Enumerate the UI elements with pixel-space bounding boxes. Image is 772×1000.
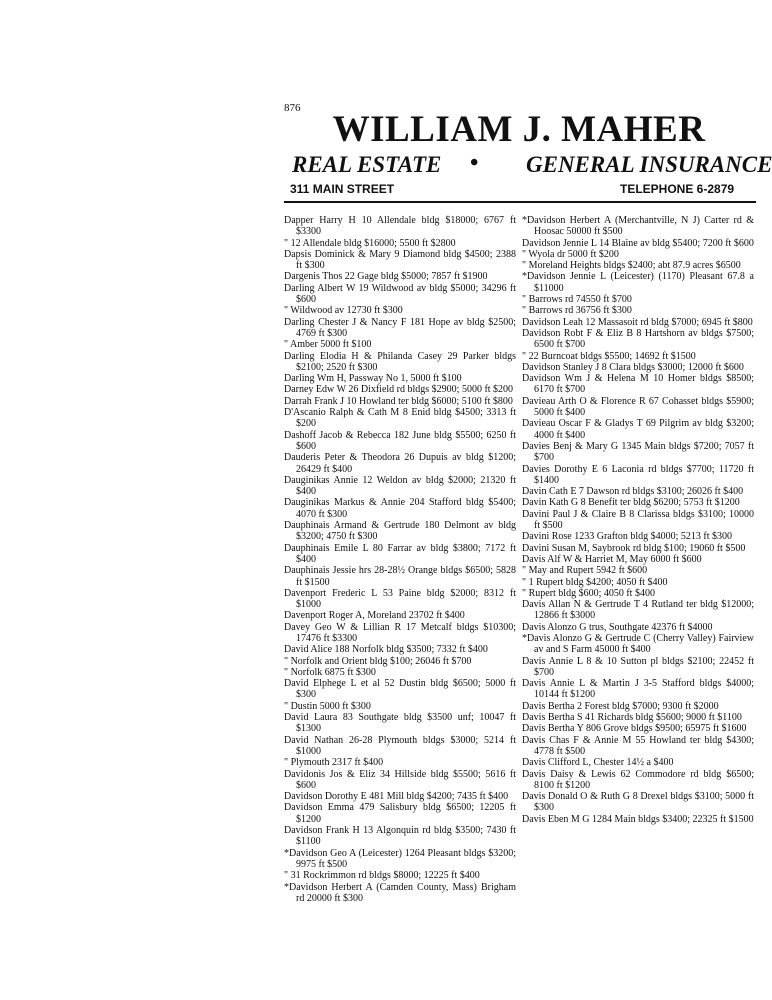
directory-entry: Davidson Dorothy E 481 Mill bldg $4200; 7435 ft $400	[284, 791, 509, 803]
directory-entry: Davis Annie L & Martin J 3-5 Stafford bldgs $4000; 10144 ft $1200	[522, 678, 754, 701]
banner-bullet: •	[470, 150, 479, 176]
directory-entry: Davin Cath E 7 Dawson rd bldgs $3100; 26026 ft $400	[522, 486, 744, 498]
directory-entry: Darling Chester J & Nancy F 181 Hope av bldg $2500; 4769 ft $300	[284, 316, 516, 339]
banner-real-estate: REAL ESTATE	[292, 152, 442, 177]
directory-entry: " Rupert bldg $600; 4050 ft $400	[522, 587, 655, 599]
directory-entry: *Davidson Jennie L (Leicester) (1170) Pleasant 67.8 a $11000	[522, 271, 754, 294]
directory-entry: Davis Clifford L, Chester 14½ a $400	[522, 757, 674, 769]
directory-entry: Davis Bertha Y 806 Grove bldgs $9500; 65975 ft $1600	[522, 723, 747, 735]
directory-entry: " Barrows rd 74550 ft $700	[522, 294, 632, 306]
directory-entry: Davis Alf W & Harriet M, May 6000 ft $600	[522, 553, 702, 565]
directory-entry: Dauginikas Annie 12 Weldon av bldg $2000; 21320 ft $400	[284, 474, 516, 498]
page-number: 876	[284, 102, 301, 114]
directory-entry: " May and Rupert 5942 ft $600	[522, 565, 648, 577]
directory-entry: Davis Alonzo G trus, Southgate 42376 ft $4000	[522, 621, 713, 633]
directory-entry: Davis Annie L 8 & 10 Sutton pl bldgs $2100; 22452 ft $700	[522, 655, 754, 678]
directory-entry: Davini Paul J & Claire B 8 Clarissa bldgs $3100; 10000 ft $500	[522, 508, 754, 532]
directory-entry: David Alice 188 Norfolk bldg $3500; 7332 ft $400	[284, 644, 488, 656]
directory-entry: David Laura 83 Southgate bldg $3500 unf; 10047 ft $1300	[284, 712, 516, 735]
directory-entry: " Amber 5000 ft $100	[284, 339, 372, 351]
directory-entry: Davieau Arth O & Florence R 67 Cohasset bldgs $5900; 5000 ft $400	[522, 395, 754, 419]
directory-entry: Dargenis Thos 22 Gage bldg $5000; 7857 ft $1900	[284, 271, 488, 283]
banner-telephone: TELEPHONE 6-2879	[620, 182, 735, 196]
directory-entry: Dashoff Jacob & Rebecca 182 June bldg $5500; 6250 ft $600	[284, 429, 516, 452]
directory-entry: Davenport Roger A, Moreland 23702 ft $400	[284, 610, 465, 622]
directory-entry: Davidson Emma 479 Salisbury bldg $6500; 12205 ft $1200	[284, 802, 516, 825]
directory-entry: Davis Allan N & Gertrude T 4 Rutland ter bldg $12000; 12866 ft $3000	[522, 599, 754, 622]
directory-entry: Dauphinais Jessie hrs 28-28½ Orange bldgs $6500; 5828 ft $1500	[284, 565, 516, 588]
directory-entry: Davidson Frank H 13 Algonquin rd bldg $3500; 7430 ft $1100	[284, 825, 516, 848]
directory-entry: " Wyola dr 5000 ft $200	[522, 248, 619, 260]
directory-entry: Dauphinais Armand & Gertrude 180 Delmont av bldg $3200; 4750 ft $300	[284, 520, 516, 543]
directory-entry: " Plymouth 2317 ft $400	[284, 757, 384, 769]
directory-entry: Davey Geo W & Lillian R 17 Metcalf bldgs $10300; 17476 ft $3300	[284, 621, 516, 644]
directory-entry: Darling Elodia H & Philanda Casey 29 Parker bldgs $2100; 2520 ft $300	[284, 350, 516, 373]
directory-entry: " Norfolk and Orient bldg $100; 26046 ft $700	[284, 655, 472, 667]
directory-entry: " 22 Burncoat bldgs $5500; 14692 ft $1500	[522, 350, 696, 362]
directory-entry: Davidson Stanley J 8 Clara bldgs $3000; 12000 ft $600	[522, 361, 744, 373]
directory-entry: " 12 Allendale bldg $16000; 5500 ft $2800	[284, 237, 456, 249]
directory-entry: Davies Benj & Mary G 1345 Main bldgs $7200; 7057 ft $700	[522, 440, 754, 464]
directory-entry: " 31 Rockrimmon rd bldgs $8000; 12225 ft $400	[284, 870, 480, 882]
directory-entry: Darney Edw W 26 Dixfield rd bldgs $2900; 5000 ft $200	[284, 384, 514, 396]
directory-entry: " Barrows rd 36756 ft $300	[522, 305, 632, 317]
directory-entry: David Nathan 26-28 Plymouth bldgs $3000; 5214 ft $1000	[284, 734, 516, 757]
banner-general-insurance: GENERAL INSURANCE	[526, 152, 772, 177]
directory-entry: Davidson Leah 12 Massasoit rd bldg $7000; 6945 ft $800	[522, 316, 753, 328]
directory-entry: *Davidson Geo A (Leicester) 1264 Pleasant bldgs $3200; 9975 ft $500	[284, 847, 516, 870]
directory-entry: Davis Bertha 2 Forest bldg $7000; 9300 ft $2000	[522, 700, 719, 712]
directory-entry: Davies Dorothy E 6 Laconia rd bldgs $7700; 11720 ft $1400	[522, 463, 754, 486]
directory-entry: Davidson Robt F & Eliz B 8 Hartshorn av bldgs $7500; 6500 ft $700	[522, 327, 754, 351]
directory-entry: Davenport Frederic L 53 Paine bldg $2000; 8312 ft $1000	[284, 587, 516, 611]
directory-entry: " Norfolk 6875 ft $300	[284, 666, 376, 678]
directory-entry: Davidonis Jos & Eliz 34 Hillside bldg $5500; 5616 ft $600	[284, 768, 516, 791]
banner-rule	[284, 201, 756, 203]
directory-entry: David Elphege L et al 52 Dustin bldg $6500; 5000 ft $300	[284, 678, 516, 701]
directory-entry: Dauginikas Markus & Annie 204 Stafford bldg $5400; 4070 ft $300	[284, 497, 516, 520]
directory-entry: *Davidson Herbert A (Camden County, Mass) Brigham rd 20000 ft $300	[284, 881, 516, 904]
directory-entry: Davidson Jennie L 14 Blaine av bldg $5400; 7200 ft $600	[522, 237, 754, 249]
directory-entry: " Moreland Heights bldgs $2400; abt 87.9 acres $6500	[522, 260, 741, 272]
advertiser-name: WILLIAM J. MAHER	[332, 109, 706, 150]
directory-entry: " Dustin 5000 ft $300	[284, 700, 371, 712]
directory-entry: D'Ascanio Ralph & Cath M 8 Enid bldg $4500; 3313 ft $200	[284, 407, 516, 430]
directory-entry: Davidson Wm J & Helena M 10 Homer bldgs $8500; 6170 ft $700	[522, 373, 754, 396]
directory-entry: Dapsis Dominick & Mary 9 Diamond bldg $4500; 2388 ft $300	[284, 248, 516, 272]
directory-entry: Davini Susan M, Saybrook rd bldg $100; 19060 ft $500	[522, 542, 746, 554]
banner-address: 311 MAIN STREET	[290, 182, 395, 196]
directory-entry: *Davis Alonzo G & Gertrude C (Cherry Valley) Fairview av and S Farm 45000 ft $400	[522, 632, 754, 656]
directory-entry: Davis Donald O & Ruth G 8 Drexel bldgs $3100; 5000 ft $300	[522, 791, 754, 814]
directory-entry: Davis Daisy & Lewis 62 Commodore rd bldg $6500; 8100 ft $1200	[522, 768, 754, 791]
directory-entry: Davis Eben M G 1284 Main bldgs $3400; 22325 ft $1500	[522, 813, 754, 825]
directory-entry: " Wildwood av 12730 ft $300	[284, 305, 403, 317]
directory-entry: Dauderis Peter & Theodora 26 Dupuis av bldg $1200; 26429 ft $400	[284, 452, 516, 475]
directory-entry: Davin Kath G 8 Benefit ter bldg $6200; 5753 ft $1200	[522, 497, 740, 509]
directory-entry: Darrah Frank J 10 Howland ter bldg $6000; 5100 ft $800	[284, 395, 513, 407]
directory-entry: Darling Wm H, Passway No 1, 5000 ft $100	[284, 373, 462, 385]
directory-entry: *Davidson Herbert A (Merchantville, N J) Carter rd & Hoosac 50000 ft $500	[522, 215, 754, 238]
directory-entry: Davis Bertha S 41 Richards bldg $5600; 9000 ft $1100	[522, 712, 742, 724]
directory-entry: Dapper Harry H 10 Allendale bldg $18000; 6767 ft $3300	[284, 215, 516, 238]
directory-entry: " 1 Rupert bldg $4200; 4050 ft $400	[522, 576, 668, 588]
directory-entry: Davis Chas F & Annie M 55 Howland ter bldg $4300; 4778 ft $500	[522, 734, 754, 757]
directory-entry: Darling Albert W 19 Wildwood av bldg $5000; 34296 ft $600	[284, 282, 516, 306]
directory-column-right	[522, 215, 754, 825]
directory-entry: Dauphinais Emile L 80 Farrar av bldg $3800; 7172 ft $400	[284, 542, 516, 565]
directory-entry: Davini Rose 1233 Grafton bldg $4000; 5213 ft $300	[522, 531, 732, 543]
directory-column-left	[284, 215, 516, 904]
directory-entry: Davieau Oscar F & Gladys T 69 Pilgrim av bldg $3200; 4000 ft $400	[522, 418, 754, 441]
